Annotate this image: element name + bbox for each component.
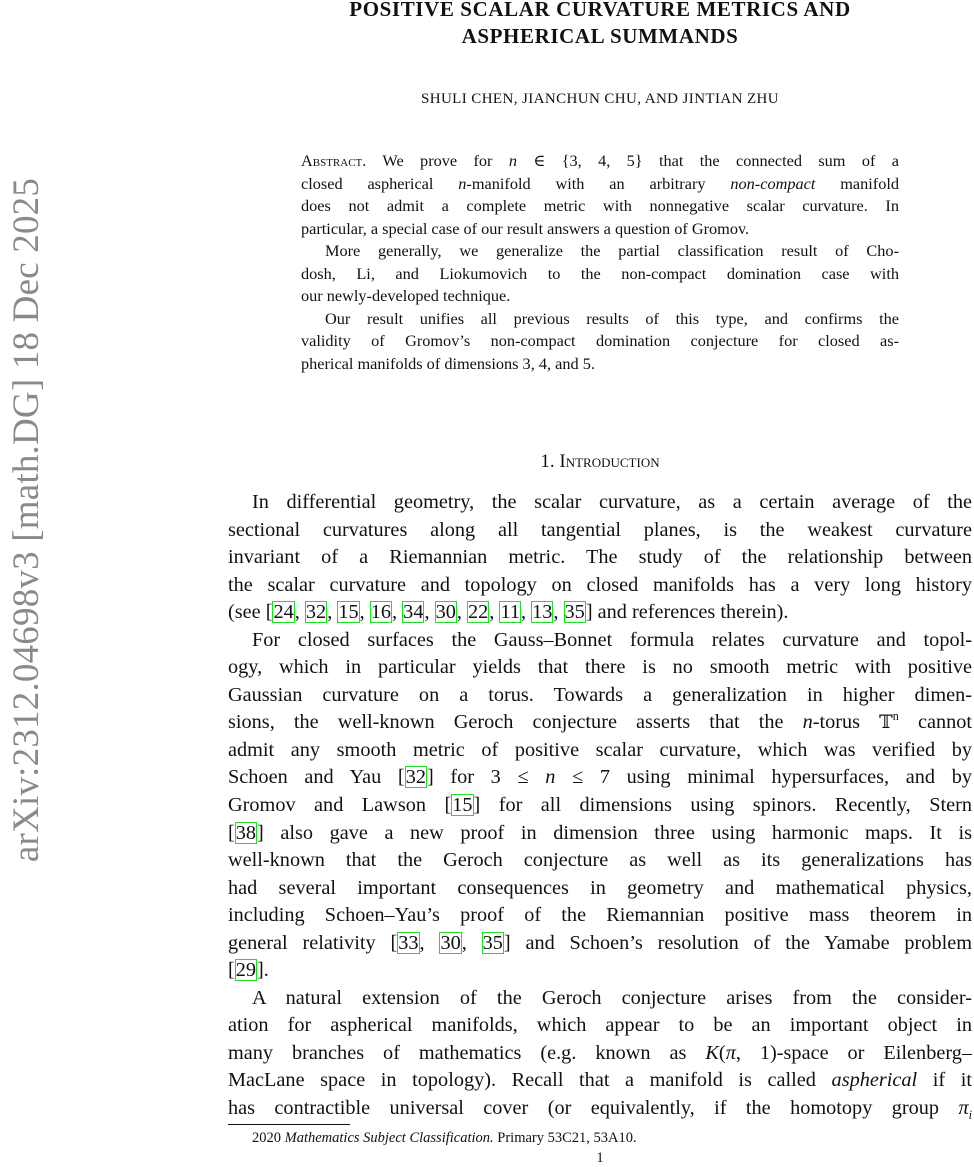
text-segment: has contractible universal cover (or equivalently, if the homotopy group [228, 1097, 959, 1120]
text-segment: ]. [257, 959, 269, 982]
title-line: ASPHERICAL SUMMANDS [461, 24, 739, 48]
footnote-rule [228, 1124, 350, 1125]
text-segment: 𝕋 [879, 712, 893, 734]
text-segment: Gromov and Lawson [ [228, 794, 452, 817]
text-line [228, 875, 972, 903]
text-segment: Schoen and Yau [ [228, 766, 405, 789]
text-segment: ] and references therein). [585, 601, 789, 624]
text-segment: , [553, 601, 564, 624]
math-symbol: π [725, 1041, 736, 1064]
text-line [301, 353, 899, 376]
text-segment: ] for all dimensions using spinors. Recently, Stern [473, 794, 973, 817]
text-segment: , [392, 601, 403, 624]
text-segment: , [520, 601, 532, 624]
citation-link[interactable]: 33 [398, 931, 419, 954]
title-line: POSITIVE SCALAR CURVATURE METRICS AND [349, 0, 851, 21]
text-line [228, 1067, 972, 1095]
text-line [228, 517, 972, 545]
text-segment: More generally, we generalize the partial classification result of Cho- [325, 241, 899, 260]
text-segment: sectional curvatures along all tangential planes, is the weakest curvature [228, 518, 972, 541]
math-symbol: n [508, 151, 517, 170]
text-segment: In differential geometry, the scalar curvature, as a certain average of the [252, 491, 972, 513]
text-segment: admit any smooth metric of positive scalar curvature, which was verified by [228, 738, 972, 761]
text-segment: closed aspherical [301, 173, 459, 193]
citation-link[interactable]: 22 [468, 601, 489, 624]
text-line [228, 1095, 972, 1123]
math-symbol: non-compact [730, 173, 816, 193]
text-segment: [ [228, 959, 235, 982]
text-segment: , [294, 601, 305, 624]
text-segment: Gaussian curvature on a torus. Towards a generalization in higher dimen- [228, 683, 972, 706]
text-segment: ≤ 7 using minimal hypersurfaces, and by [555, 766, 972, 789]
text-line [228, 1012, 972, 1040]
text-segment: , [359, 601, 370, 624]
text-line [228, 902, 972, 930]
text-line [228, 957, 972, 985]
text-line [301, 285, 899, 308]
math-symbol: n [802, 711, 813, 734]
text-line [228, 737, 972, 765]
text-line [228, 1040, 972, 1068]
text-segment: ] also gave a new proof in dimension three using harmonic maps. It is [257, 821, 972, 844]
footnote-year: 2020 [252, 1130, 285, 1146]
text-line [301, 218, 899, 241]
text-segment: (see [ [228, 601, 273, 624]
section-heading-text: 1. Introduction [540, 451, 660, 472]
citation-link[interactable]: 15 [452, 794, 473, 817]
citation-link[interactable]: 30 [440, 931, 461, 954]
text-line [228, 489, 972, 517]
text-segment: does not admit a complete metric with nonnegative scalar curvature. In [301, 196, 899, 215]
text-line [228, 709, 972, 737]
text-segment: well-known that the Geroch conjecture as well as its generalizations has [228, 849, 972, 872]
text-line [301, 240, 899, 263]
text-line [301, 195, 899, 218]
footnote-text: Primary 53C21, 53A10. [493, 1130, 637, 1146]
text-segment: pherical manifolds of dimensions 3, 4, and 5. [301, 353, 595, 373]
text-line [228, 764, 972, 792]
authors: SHULI CHEN, JIANCHUN CHU, AND JINTIAN ZHU [420, 91, 780, 107]
citation-link[interactable]: 35 [564, 601, 585, 624]
text-segment: sions, the well-known Geroch conjecture asserts that the [228, 711, 803, 734]
text-line [228, 820, 972, 848]
citation-link[interactable]: 32 [405, 766, 426, 789]
text-segment: ation for aspherical manifolds, which appear to be an important object in [228, 1014, 972, 1037]
text-segment: Our result unifies all previous results of this type, and confirms the [325, 308, 899, 328]
text-segment: our newly-developed technique. [301, 286, 511, 305]
footnote-label: Mathematics Subject Classification. [284, 1130, 494, 1146]
citation-link[interactable]: 34 [403, 601, 424, 624]
text-line [228, 985, 972, 1013]
text-line [228, 572, 972, 600]
text-line [228, 627, 972, 655]
text-segment: , [424, 601, 435, 624]
text-segment: ogy, which in particular yields that there is no smooth metric with positive [228, 656, 972, 679]
citation-link[interactable]: 24 [273, 601, 294, 624]
math-symbol: K [705, 1041, 719, 1064]
page-number: 1 [596, 1150, 604, 1166]
text-line [301, 308, 899, 331]
text-segment: A natural extension of the Geroch conjecture arises from the consider- [252, 986, 972, 1009]
text-segment: had several important consequences in geometry and mathematical physics, [228, 876, 972, 899]
math-symbol: π [958, 1097, 969, 1120]
citation-link[interactable]: 15 [338, 601, 359, 624]
text-segment: ∈ {3, 4, 5} that the connected sum of a [516, 151, 899, 170]
text-line [301, 173, 899, 196]
text-segment: validity of Gromov’s non-compact domination conjecture for closed as- [301, 331, 899, 350]
text-segment: ] for 3 ≤ [426, 766, 546, 789]
text-segment: , 1)-space or Eilenberg– [735, 1041, 973, 1064]
paper-title [228, 0, 972, 50]
text-segment: dosh, Li, and Liokumovich to the non-compact domination case with [301, 263, 899, 283]
text-segment: [ [228, 821, 235, 844]
text-line [228, 792, 972, 820]
text-segment: many branches of mathematics (e.g. known as [228, 1041, 706, 1064]
text-segment: We prove for [366, 151, 509, 170]
citation-link[interactable]: 38 [235, 821, 257, 844]
math-symbol: n [545, 766, 556, 789]
citation-link[interactable]: 11 [500, 601, 520, 624]
citation-link[interactable]: 30 [435, 601, 456, 624]
abstract-label: Abstract. [301, 151, 367, 170]
citation-link[interactable]: 16 [370, 601, 392, 624]
text-segment: if it [917, 1069, 972, 1092]
text-segment: MacLane space in topology). Recall that a manifold is called [228, 1069, 832, 1092]
text-segment: general relativity [ [228, 931, 398, 954]
text-segment: , [456, 601, 468, 624]
math-symbol: aspherical [831, 1069, 918, 1092]
text-segment: cannot [898, 711, 973, 734]
text-line [301, 263, 899, 286]
math-symbol: n [458, 173, 467, 193]
math-symbol: i [968, 1108, 972, 1123]
introduction-body [228, 489, 972, 1123]
text-line [228, 930, 972, 958]
text-segment: , [419, 931, 440, 954]
text-segment: ] and Schoen’s resolution of the Yamabe problem [503, 931, 973, 954]
text-segment: including Schoen–Yau’s proof of the Riemannian positive mass theorem in [228, 904, 972, 927]
text-segment: the scalar curvature and topology on closed manifolds has a very long history [228, 573, 972, 596]
text-segment: ( [718, 1041, 726, 1064]
section-heading [228, 451, 972, 473]
arxiv-stamp: arXiv:2312.04698v3 [math.DG] 18 Dec 2025 [6, 177, 47, 863]
text-line [301, 150, 899, 173]
text-segment: manifold [815, 173, 900, 193]
citation-link[interactable]: 32 [305, 601, 327, 624]
text-line [228, 847, 972, 875]
text-line [228, 654, 972, 682]
text-line [228, 599, 972, 627]
text-segment: invariant of a Riemannian metric. The study of the relationship between [228, 546, 972, 569]
text-segment: For closed surfaces the Gauss–Bonnet formula relates curvature and topol- [252, 628, 972, 651]
text-segment: -torus [812, 711, 880, 734]
text-segment: , [327, 601, 338, 624]
text-line [228, 544, 972, 572]
text-segment: , [461, 931, 482, 954]
text-line [301, 330, 899, 353]
citation-link[interactable]: 35 [482, 931, 503, 954]
abstract [301, 150, 899, 375]
text-segment: n [892, 709, 899, 724]
text-segment: -manifold with an arbitrary [466, 173, 731, 193]
footnote [252, 1130, 637, 1147]
citation-link[interactable]: 29 [235, 959, 257, 982]
text-segment: , [489, 601, 500, 624]
text-line [228, 682, 972, 710]
text-segment: particular, a special case of our result answers a question of Gromov. [301, 218, 750, 238]
citation-link[interactable]: 13 [532, 601, 553, 624]
